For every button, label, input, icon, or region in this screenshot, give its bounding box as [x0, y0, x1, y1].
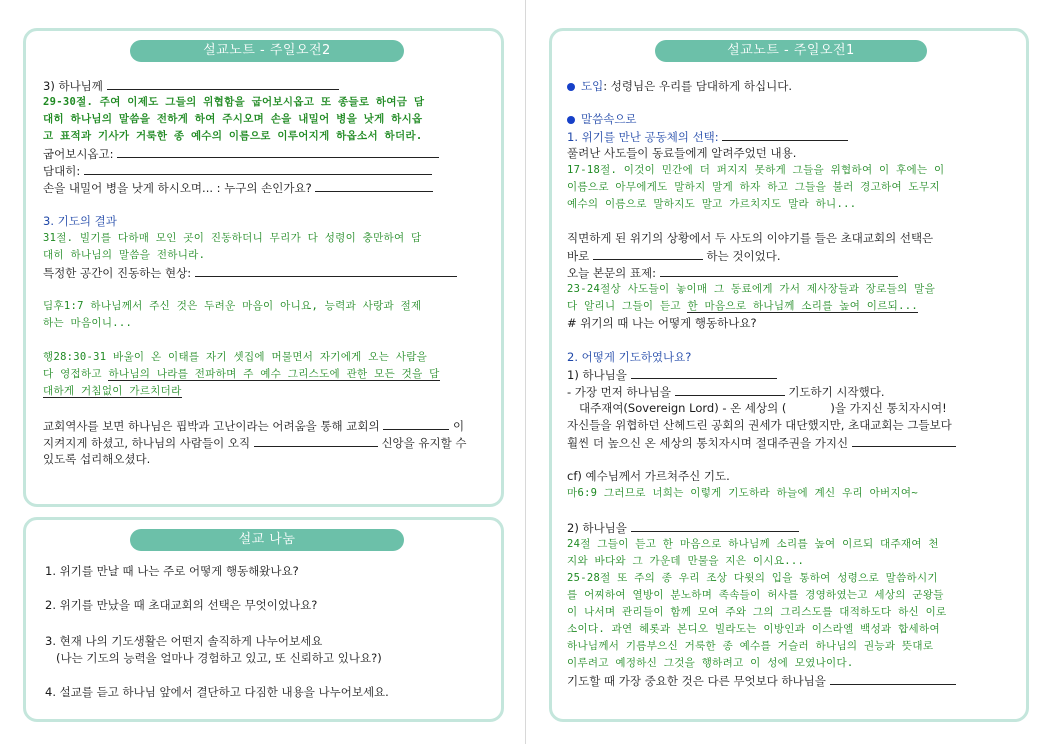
question-line: 담대히: — [43, 162, 488, 179]
sharing-question-2: 2. 위기를 만났을 때 초대교회의 선택은 무엇이었나요? — [45, 598, 318, 612]
section-heading: 1. 위기를 만난 공동체의 선택: — [567, 128, 1017, 145]
paragraph-line: 있도록 섭리해오셨다. — [43, 452, 151, 466]
text-line: 기도할 때 가장 중요한 것은 다른 무엇보다 하나님을 — [567, 672, 1017, 689]
blank-field[interactable] — [852, 434, 956, 447]
text-line: 직면하게 된 위기의 상황에서 두 사도의 이야기를 들은 초대교회의 선택은 — [567, 231, 934, 245]
verse-line: 하나님께서 기름부으신 거룩한 종 예수를 거슬러 하나님의 권능과 뜻대로 — [567, 640, 934, 652]
verse-line: 17-18절. 이것이 민간에 더 퍼지지 못하게 그들을 위협하여 이 후에는 이 — [567, 164, 945, 176]
prayer-point-line: 3) 하나님께 — [43, 77, 488, 94]
text-line: 오늘 본문의 표제: — [567, 264, 1017, 281]
verse-line: 고 표적과 기사가 거룩한 종 예수의 이름으로 이루어지게 하옵소서 하더라. — [43, 130, 423, 142]
text-line: cf) 예수님께서 가르쳐주신 기도. — [567, 469, 730, 483]
question-line: 손을 내밀어 병을 낫게 하시오며... : 누구의 손인가요? — [43, 179, 488, 196]
text-line: 바로 하는 것이었다. — [567, 249, 781, 263]
verse-line: 소이다. 과연 헤롯과 본디오 빌라도는 이방인과 이스라엘 백성과 합세하여 — [567, 623, 940, 635]
main-heading: 말씀속으로 — [567, 111, 1017, 128]
verse-line: 대하게 거침없이 가르치더라 — [43, 385, 182, 397]
panel-title-1: 설교노트 - 주일오전1 — [655, 40, 927, 62]
text-line: 2) 하나님을 — [567, 519, 1017, 536]
blank-field[interactable] — [383, 417, 449, 430]
blank-field[interactable] — [315, 179, 433, 192]
text-line: 1) 하나님을 — [567, 366, 1017, 383]
text-line: 훨씬 더 높으신 온 세상의 통치자시며 절대주권을 가지신 — [567, 434, 1017, 451]
verse-line: 23-24절상 사도들이 놓이매 그 동료에게 가서 제사장들과 장로들의 말을 — [567, 283, 936, 295]
blank-field[interactable] — [84, 162, 432, 175]
text-line: 풀려난 사도들이 동료들에게 알려주었던 내용. — [567, 146, 797, 160]
blank-field[interactable] — [254, 434, 378, 447]
verse-line: 29-30절. 주여 이제도 그들의 위협함을 굽어보시옵고 또 종들로 하여금 담 — [43, 96, 425, 108]
text-line: # 위기의 때 나는 어떻게 행동하나요? — [567, 316, 757, 330]
verse-line: 마6:9 그러므로 너희는 이렇게 기도하라 하늘에 계신 우리 아버지여~ — [567, 487, 918, 499]
blank-field[interactable] — [660, 264, 898, 277]
question-line: 굽어보시옵고: — [43, 145, 488, 162]
verse-line: 이루려고 예정하신 그것을 행하려고 이 성에 모였나이다. — [567, 657, 854, 669]
verse-line: 예수의 이름으로 말하지도 말고 가르치지도 말라 하니... — [567, 198, 857, 210]
verse-line: 를 어찌하여 열방이 분노하며 족속들이 허사를 경영하였는고 세상의 군왕들 — [567, 589, 944, 601]
verse-line: 31절. 빌기를 다하매 모인 곳이 진동하더니 무리가 다 성령이 충만하여 담 — [43, 232, 422, 244]
text-line: 자신들을 위협하던 산헤드린 공회의 권세가 대단했지만, 초대교회는 그들보다 — [567, 418, 952, 432]
blank-field[interactable] — [631, 366, 777, 379]
verse-line: 대히 하나님의 말씀을 전하니라. — [43, 249, 206, 261]
blank-field[interactable] — [631, 519, 799, 532]
section-heading: 3. 기도의 결과 — [43, 214, 117, 228]
sharing-question-3: 3. 현재 나의 기도생활은 어떤지 솔직하게 나누어보세요 — [45, 634, 323, 648]
question-line: 특정한 공간이 진동하는 현상: — [43, 264, 488, 281]
verse-line: 대히 하나님의 말씀을 전하게 하여 주시오며 손을 내밀어 병을 낫게 하시옵 — [43, 113, 423, 125]
sharing-question-4: 4. 설교를 듣고 하나님 앞에서 결단하고 다짐한 내용을 나누어보세요. — [45, 685, 389, 699]
verse-line: 하는 마음이니... — [43, 317, 133, 329]
sharing-question-1: 1. 위기를 만날 때 나는 주로 어떻게 행동해왔나요? — [45, 564, 299, 578]
text-line: - 가장 먼저 하나님을 기도하기 시작했다. — [567, 385, 885, 399]
sermon-note-1-body — [567, 78, 1017, 689]
verse-line: 딤후1:7 하나님께서 주신 것은 두려운 마음이 아니요, 능력과 사랑과 절제 — [43, 300, 422, 312]
blank-field[interactable] — [107, 77, 339, 90]
blank-field[interactable] — [117, 145, 439, 158]
panel-title-2: 설교노트 - 주일오전2 — [130, 40, 404, 62]
bullet-icon — [567, 116, 575, 124]
paragraph-line: 지켜지게 하셨고, 하나님의 사람들이 오직 신앙을 유지할 수 — [43, 436, 467, 450]
sermon-note-2-body — [43, 77, 488, 468]
blank-field[interactable] — [722, 128, 848, 141]
bullet-icon — [567, 83, 575, 91]
sharing-title: 설교 나눔 — [130, 529, 404, 551]
blank-field[interactable] — [593, 247, 703, 260]
verse-line: 다 알리니 그들이 듣고 한 마음으로 하나님께 소리를 높여 이르되... — [567, 300, 918, 312]
intro-line: 도입: 성령님은 우리를 담대하게 하십니다. — [567, 78, 1017, 95]
section-heading: 2. 어떻게 기도하였나요? — [567, 350, 692, 364]
blank-field[interactable] — [195, 264, 457, 277]
text-line: 대주재여(Sovereign Lord) - 온 세상의 ( )을 가지신 통치자시여! — [579, 401, 947, 415]
verse-line: 다 영접하고 하나님의 나라를 전파하며 주 예수 그리스도에 관한 모든 것을 담 — [43, 368, 440, 380]
page-divider — [525, 0, 526, 744]
blank-field[interactable] — [675, 383, 785, 396]
sharing-question-3-sub: (나는 기도의 능력을 얼마나 경험하고 있고, 또 신뢰하고 있나요?) — [56, 651, 382, 665]
verse-line: 24절 그들이 듣고 한 마음으로 하나님께 소리를 높여 이르되 대주재여 천 — [567, 538, 939, 550]
blank-field[interactable] — [830, 672, 956, 685]
verse-line: 행28:30-31 바울이 온 이태를 자기 셋집에 머물면서 자기에게 오는 사람을 — [43, 351, 428, 363]
verse-line: 이 나서며 관리들이 함께 모여 주와 그의 그리스도를 대적하도다 하신 이로 — [567, 606, 947, 618]
verse-line: 이름으로 아무에게도 말하지 말게 하자 하고 그들을 불러 경고하여 도무지 — [567, 181, 940, 193]
verse-line: 지와 바다와 그 가운데 만물을 지은 이시요... — [567, 555, 805, 567]
verse-line: 25-28절 또 주의 종 우리 조상 다윗의 입을 통하여 성령으로 말씀하시기 — [567, 572, 938, 584]
paragraph-line: 교회역사를 보면 하나님은 핍박과 고난이라는 어려움을 통해 교회의 이 — [43, 419, 465, 433]
